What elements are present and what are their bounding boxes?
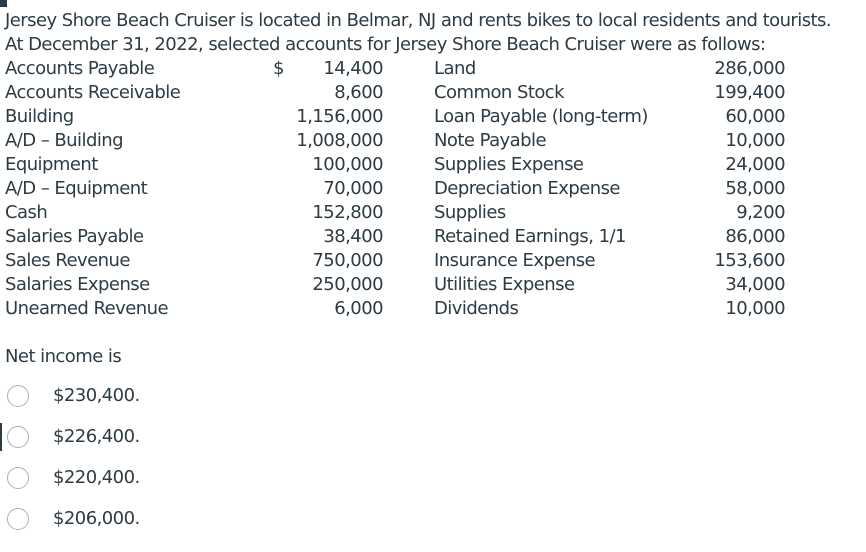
radio-button[interactable] <box>7 385 29 407</box>
answer-options <box>0 376 400 540</box>
accounts-table <box>5 57 785 321</box>
account-name: Building <box>5 106 74 127</box>
account-row <box>5 177 785 201</box>
account-name: Equipment <box>5 154 98 175</box>
account-amount: 86,000 <box>725 226 785 247</box>
option-label[interactable]: $226,400. <box>53 426 140 447</box>
account-name: Accounts Receivable <box>5 82 181 103</box>
account-amount: 153,600 <box>714 250 785 271</box>
account-name: Supplies Expense <box>434 154 584 175</box>
answer-option-4[interactable] <box>0 499 400 540</box>
account-row <box>5 57 785 81</box>
account-amount: 70,000 <box>323 178 383 199</box>
account-amount: 14,400 <box>323 58 383 79</box>
account-name: Retained Earnings, 1/1 <box>434 226 626 247</box>
account-name: Accounts Payable <box>5 58 155 79</box>
account-name: Supplies <box>434 202 506 223</box>
intro-line-2: At December 31, 2022, selected accounts for Jersey Shore Beach Cruiser were as follows: <box>5 34 766 55</box>
answer-option-3[interactable] <box>0 458 400 499</box>
account-amount: 100,000 <box>312 154 383 175</box>
account-name: Insurance Expense <box>434 250 596 271</box>
radio-button[interactable] <box>7 426 29 448</box>
account-name: Utilities Expense <box>434 274 575 295</box>
currency-symbol: $ <box>273 58 284 79</box>
account-amount: 6,000 <box>334 298 383 319</box>
account-amount: 750,000 <box>312 250 383 271</box>
account-name: Dividends <box>434 298 519 319</box>
account-amount: 58,000 <box>725 178 785 199</box>
account-name: Land <box>434 58 476 79</box>
account-name: Cash <box>5 202 48 223</box>
account-name: Loan Payable (long-term) <box>434 106 648 127</box>
intro-line-1: Jersey Shore Beach Cruiser is located in Belmar, NJ and rents bikes to local residents and tourists. <box>5 10 832 31</box>
account-name: Common Stock <box>434 82 565 103</box>
question-prompt: Net income is <box>5 346 122 367</box>
focus-corner-marker <box>0 0 7 7</box>
account-amount: 10,000 <box>725 130 785 151</box>
account-amount: 8,600 <box>334 82 383 103</box>
account-row <box>5 153 785 177</box>
account-amount: 199,400 <box>714 82 785 103</box>
account-row <box>5 81 785 105</box>
answer-option-2[interactable] <box>0 417 400 458</box>
account-row <box>5 249 785 273</box>
account-row <box>5 201 785 225</box>
account-amount: 10,000 <box>725 298 785 319</box>
account-amount: 250,000 <box>312 274 383 295</box>
account-amount: 1,156,000 <box>296 106 383 127</box>
account-amount: 286,000 <box>714 58 785 79</box>
answer-option-1[interactable] <box>0 376 400 417</box>
radio-button[interactable] <box>7 508 29 530</box>
account-row <box>5 129 785 153</box>
account-amount: 9,200 <box>736 202 785 223</box>
account-row <box>5 297 785 321</box>
account-name: A/D – Building <box>5 130 124 151</box>
account-amount: 152,800 <box>312 202 383 223</box>
account-name: Salaries Payable <box>5 226 144 247</box>
account-amount: 60,000 <box>725 106 785 127</box>
account-name: Sales Revenue <box>5 250 130 271</box>
account-row <box>5 225 785 249</box>
account-name: Depreciation Expense <box>434 178 620 199</box>
account-name: A/D – Equipment <box>5 178 148 199</box>
radio-button[interactable] <box>7 467 29 489</box>
account-amount: 34,000 <box>725 274 785 295</box>
focus-indicator <box>0 423 2 451</box>
account-row <box>5 105 785 129</box>
account-row <box>5 273 785 297</box>
account-amount: 24,000 <box>725 154 785 175</box>
option-label[interactable]: $230,400. <box>53 385 140 406</box>
account-name: Salaries Expense <box>5 274 150 295</box>
option-label[interactable]: $206,000. <box>53 508 140 529</box>
account-amount: 38,400 <box>323 226 383 247</box>
account-amount: 1,008,000 <box>296 130 383 151</box>
question-intro <box>5 9 863 57</box>
account-name: Unearned Revenue <box>5 298 168 319</box>
option-label[interactable]: $220,400. <box>53 467 140 488</box>
account-name: Note Payable <box>434 130 546 151</box>
